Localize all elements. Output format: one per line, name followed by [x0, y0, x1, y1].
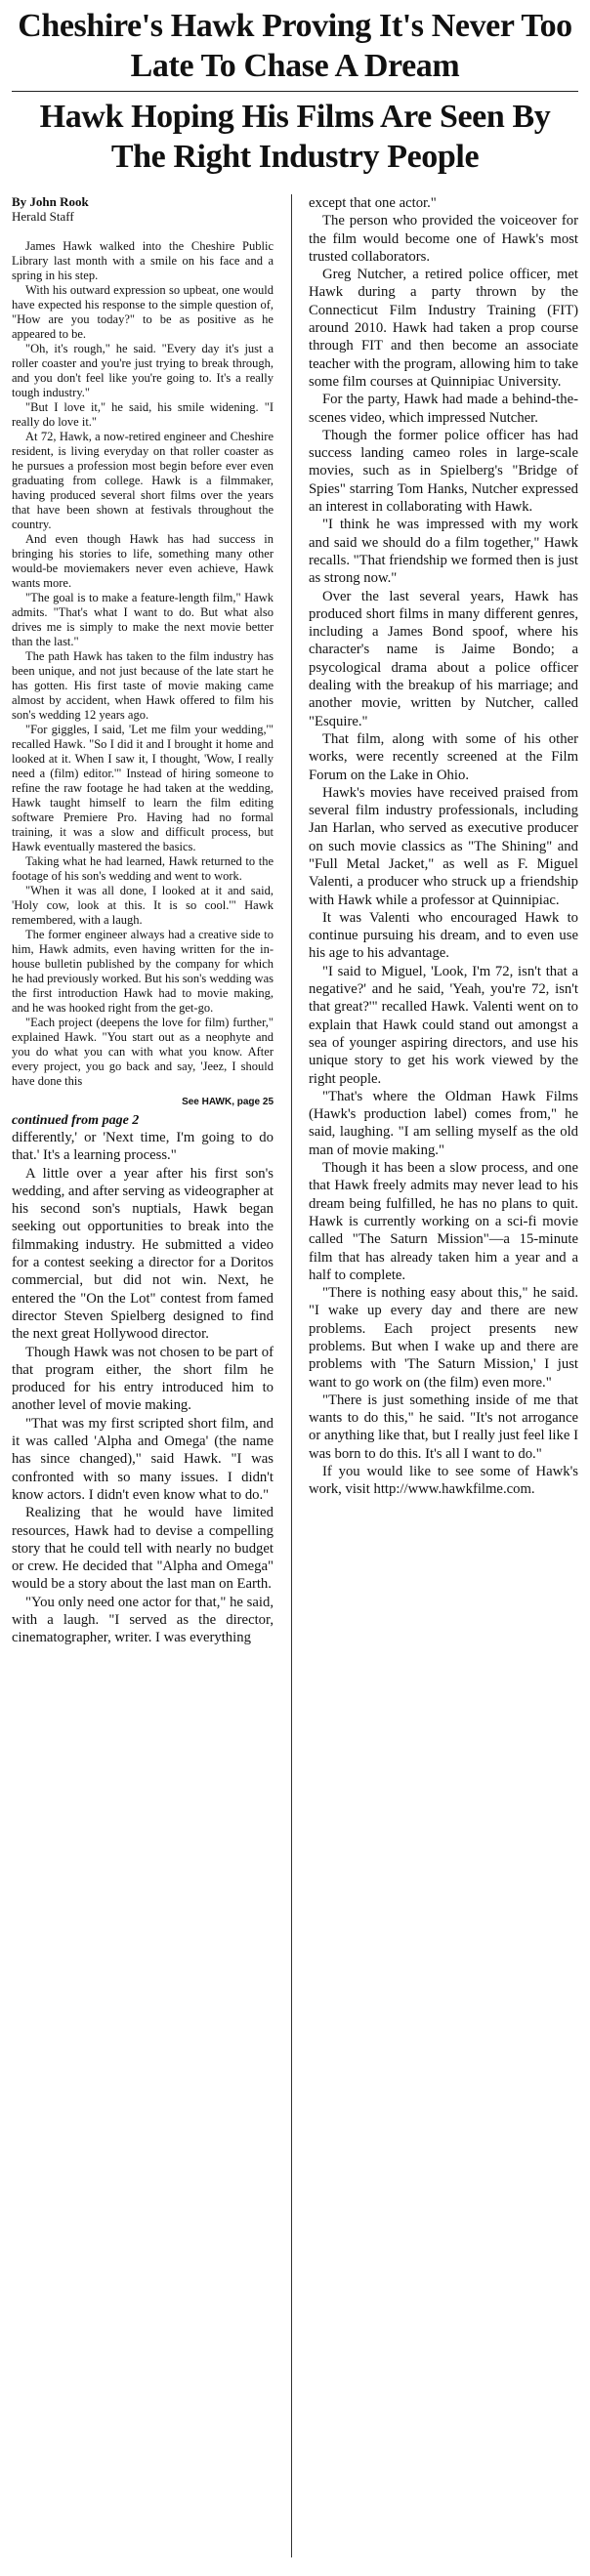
left-bottom-section — [12, 1129, 274, 1647]
paragraph: "I think he was impressed with my work and said we should do a film together," Hawk recalls. "That friendship we formed then is just as strong now." — [309, 517, 579, 587]
byline-role: Herald Staff — [12, 209, 74, 224]
paragraph: James Hawk walked into the Cheshire Public Library last month with a smile on his face and a spring in his step. — [12, 239, 274, 282]
paragraph: Though Hawk was not chosen to be part of that program either, the short film he produced for his entry introduced him to another level of movie making. — [12, 1344, 274, 1414]
headline: Cheshire's Hawk Proving It's Never Too Late To Chase A Dream — [18, 8, 572, 84]
paragraph: "That was my first scripted short film, and it was called 'Alpha and Omega' (the name has since changed)," said Hawk. "I was confronted with so many issues. I didn't know actors. I didn't even know what to do." — [12, 1415, 274, 1503]
paragraph: differently,' or 'Next time, I'm going to do that.' It's a learning process." — [12, 1130, 274, 1164]
paragraph: "There is just something inside of me that wants to do this," he said. "It's not arrogance or anything like that, but I really just feel like I was born to do this. It's all I want to do." — [309, 1392, 578, 1462]
article-page — [12, 6, 579, 1646]
subheadline: Hawk Hoping His Films Are Seen By The Right Industry People — [39, 99, 551, 175]
paragraph: "When it was all done, I looked at it and said, 'Holy cow, look at this. It is so cool.'" Hawk remembered, with a laugh. — [12, 884, 274, 927]
paragraph: It was Valenti who encouraged Hawk to continue pursuing his dream, and to even use his age to his advantage. — [309, 909, 578, 962]
paragraph: "Oh, it's rough," he said. "Every day it's just a roller coaster and you're just trying to break through, and you don't feel like you're going to. It's a really tough industry." — [12, 342, 274, 399]
paragraph: The former engineer always had a creative side to him, Hawk admits, even having written for the in-house bulletin published by the company for which he had previously worked. But his son's wedding was the first introduction Hawk had to movie making, and he was hooked right from the get-go. — [12, 928, 274, 1015]
paragraph: A little over a year after his first son's wedding, and after serving as videographer at his second son's nuptials, Hawk began seeking out opportunities to break into the filmmaking industry. He submitted a video for a contest seeking a director for a Doritos commercial, but did not win. Next, he entered the "On the Lot" contest from famed director Steven Spielberg designed to find the next great Hollywood director. — [12, 1165, 274, 1343]
paragraph: Over the last several years, Hawk has produced short films in many different genres, including a James Bond spoof, where his character's name is Jaime Bondo; a psycological drama about a police officer dealing with the breakup of his marriage; and another movie, written by Nutcher, called "Esquire." — [309, 588, 578, 729]
paragraph: Taking what he had learned, Hawk returned to the footage of his son's wedding and went to work. — [12, 854, 274, 883]
left-top-section — [12, 239, 274, 1089]
paragraph: "But I love it," he said, his smile widening. "I really do love it." — [12, 400, 274, 429]
continued-label: continued from page 2 — [12, 1113, 140, 1128]
paragraph: Hawk's movies have received praised from several film industry professionals, including Jan Harlan, who served as executive producer on such movie classics as "The Shining" and "Full Metal Jacket," as well as F. Miguel Valenti, a producer who struck up a friendship with Hawk while a professor at Quinnipiac. — [309, 784, 578, 908]
byline: By John Rook — [12, 194, 89, 209]
paragraph: For the party, Hawk had made a behind-the-scenes video, which impressed Nutcher. — [309, 392, 578, 426]
headline-rule — [12, 91, 578, 92]
jump-line: See HAWK, page 25 — [182, 1097, 274, 1107]
paragraph: With his outward expression so upbeat, one would have expected his response to the simple question of, "How are you today?" to be as positive as he appeared to be. — [12, 283, 274, 341]
paragraph: "That's where the Oldman Hawk Films (Hawk's production label) comes from," he said, laughing. "I am selling myself as the old man of movie making." — [309, 1088, 578, 1158]
column-divider — [291, 194, 292, 2557]
paragraph: Greg Nutcher, a retired police officer, met Hawk during a party thrown by the Connecticut Film Industry Training (FIT) around 2010. Hawk had taken a prop course through FIT and then become an associate teacher with the program, allowing him to take some film courses at Quinnipiac University. — [309, 267, 578, 390]
paragraph: That film, along with some of his other works, were recently screened at the Film Forum on the Lake in Ohio. — [309, 730, 578, 783]
paragraph: At 72, Hawk, a now-retired engineer and Cheshire resident, is living everyday on that roller coaster as he pursues a profession most begin before ever even graduating from college. Hawk is a filmmaker, having produced several short films over the years that have been shown at festivals throughout the country. — [12, 430, 274, 531]
paragraph: The person who provided the voiceover for the film would become one of Hawk's most trusted collaborators. — [309, 213, 578, 265]
paragraph: If you would like to see some of Hawk's work, visit http://www.hawkfilme.com. — [309, 1464, 578, 1498]
paragraph: "There is nothing easy about this," he said. "I wake up every day and there are new problems. Each project presents new problems. But when I wake up and there are problems with 'The Saturn Mission,' I just want to go work on (the film) even more." — [309, 1285, 578, 1391]
right-column — [309, 194, 578, 1499]
left-column — [12, 194, 274, 1647]
paragraph: And even though Hawk has had success in bringing his stories to life, something many other would-be moviemakers never even achieve, Hawk wants more. — [12, 532, 274, 590]
paragraph: The path Hawk has taken to the film industry has been unique, and not just because of the late start he has gotten. His first taste of movie making came almost by accident, when Hawk offered to film his son's wedding 12 years ago. — [12, 649, 274, 722]
paragraph: Though it has been a slow process, and one that Hawk freely admits may never lead to his dream being fulfilled, he has no plans to quit. Hawk is currently working on a sci-fi movie called "The Saturn Mission"—a 15-minute film that has already taken him a year and a half to complete. — [309, 1160, 578, 1283]
paragraph: "For giggles, I said, 'Let me film your wedding,'" recalled Hawk. "So I did it and I brought it home and looked at it. When I saw it, I thought, 'Wow, I really need a (film) editor.'" Instead of hiring someone to refine the raw footage he had taken at the wedding, Hawk taught himself to learn the film editing software Premiere Pro. Having had no formal training, it was a slow and difficult process, but Hawk eventually mastered the basics. — [12, 723, 274, 853]
paragraph: "You only need one actor for that," he said, with a laugh. "I served as the director, cinematographer, writer. I was everything — [12, 1594, 274, 1646]
paragraph: "I said to Miguel, 'Look, I'm 72, isn't that a negative?' and he said, 'Yeah, you're 72, isn't that great?'" recalled Hawk. Valenti went on to explain that Hawk could stand out amongst a sea of younger aspiring directors, and use his unique story to get his work viewed by the right people. — [309, 963, 578, 1087]
paragraph: Though the former police officer has had success landing cameo roles in large-scale movies, such as in Spielberg's "Bridge of Spies" starring Tom Hanks, Nutcher expressed an interest in collaborating with Hawk. — [309, 427, 578, 516]
paragraph: except that one actor." — [309, 195, 437, 211]
paragraph: "The goal is to make a feature-length film," Hawk admits. "That's what I want to do. But what also drives me is simply to make the next movie better than the last." — [12, 591, 274, 648]
right-section — [309, 194, 578, 1499]
paragraph: "Each project (deepens the love for film) further," explained Hawk. "You start out as a neophyte and you do what you can with what you know. After every project, you go back and say, 'Jeez, I should have done this — [12, 1016, 274, 1088]
paragraph: Realizing that he would have limited resources, Hawk had to devise a compelling story that he could tell with nearly no budget or crew. He decided that "Alpha and Omega" would be a story about the last man on Earth. — [12, 1505, 274, 1593]
